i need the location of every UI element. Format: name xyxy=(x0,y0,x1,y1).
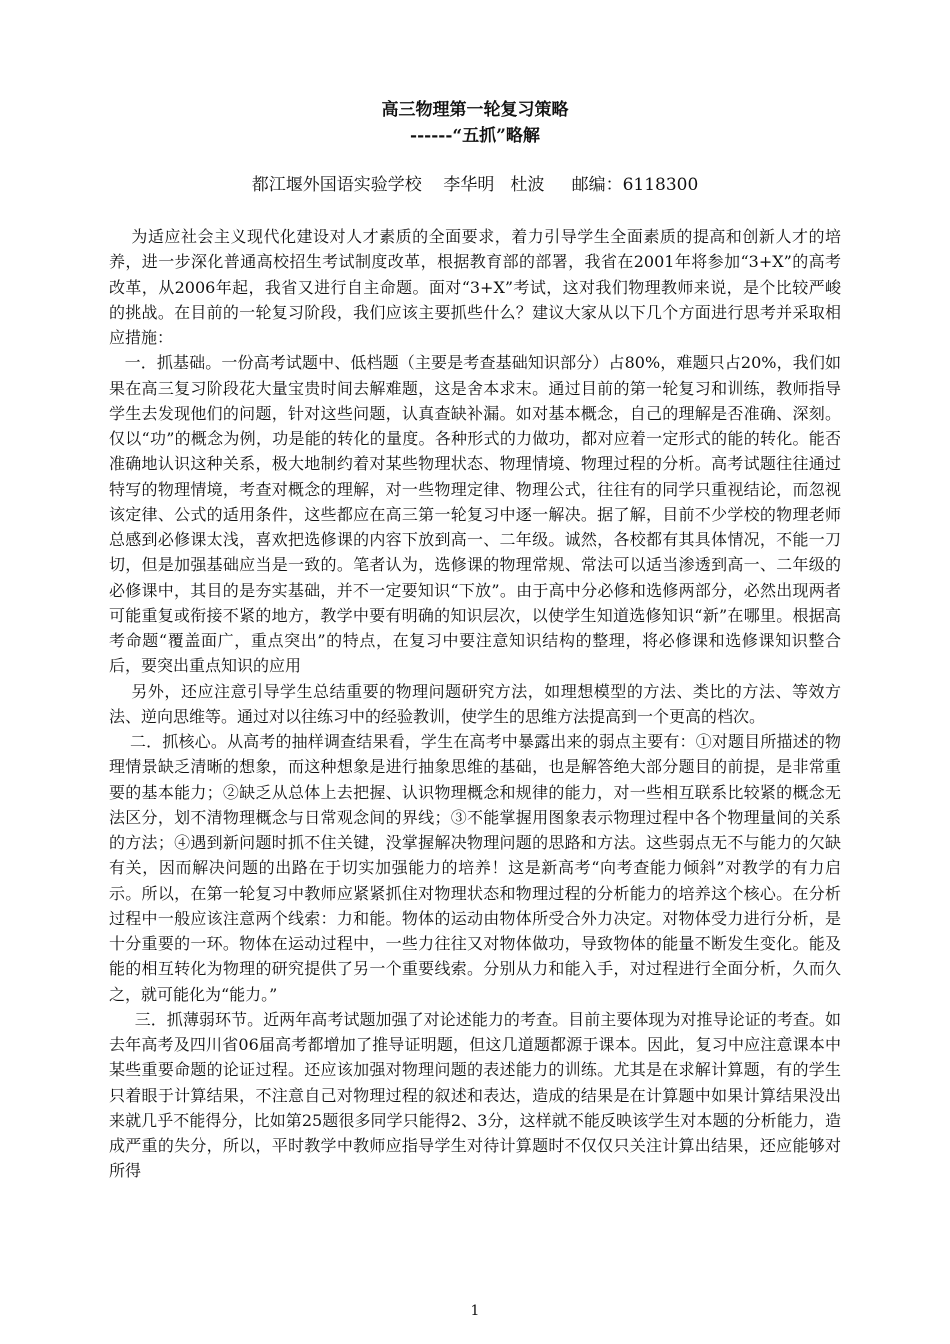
document-title: 高三物理第一轮复习策略 xyxy=(381,100,569,120)
paragraph-fundamentals: 一．抓基础。一份高考试题中、低档题（主要是考查基础知识部分）占80%，难题只占20%，我们如果在高三复习阶段花大量宝贵时间去解难题，这是舍本求末。通过目前的第一轮复习和训练，教师指导学生去发现他们的问题，针对这些问题，认真查缺补漏。如对基本概念，自己的理解是否准确、深刻。仅以“功”的概念为例，功是能的转化的量度。各种形式的力做功，都对应着一定形式的能的转化。能否准确地认识这种关系，极大地制约着对某些物理状态、物理情境、物理过程的分析。高考试题往往通过特写的物理情境，考查对概念的理解，对一些物理定律、物理公式，往往有的同学只重视结论，而忽视该定律、公式的适用条件，这些都应在高三第一轮复习中逐一解决。据了解，目前不少学校的物理老师总感到必修课太浅，喜欢把选修课的内容下放到高一、二年级。诚然，各校都有其具体情况，不能一刀切，但是加强基础应当是一致的。笔者认为，选修课的物理常规、常法可以适当渗透到高一、二年级的必修课中，其目的是夯实基础，并不一定要知识“下放”。由于高中分必修和选修两部分，必然出现两者可能重复或衔接不紧的地方，教学中要有明确的知识层次，以使学生知道选修知识“新”在哪里。根据高考命题“覆盖面广，重点突出”的特点，在复习中要注意知识结构的整理，将必修课和选修课知识整合后，要突出重点知识的应用 xyxy=(109,353,841,676)
paragraph-methods: 另外，还应注意引导学生总结重要的物理问题研究方法，如理想模型的方法、类比的方法、等效方法、逆向思维等。通过对以往练习中的经验教训，使学生的思维方法提高到一个更高的档次。 xyxy=(109,681,841,726)
document-subtitle: ------“五抓”略解 xyxy=(410,126,540,146)
paragraph-intro: 为适应社会主义现代化建设对人才素质的全面要求，着力引导学生全面素质的提高和创新人才的培养，进一步深化普通高校招生考试制度改革，根据教育部的部署，我省在2001年将参加“3+X”的高考改革，从2006年起，我省又进行自主命题。面对“3+X”考试，这对我们物理教师来说，是个比较严峻的挑战。在目前的一轮复习阶段，我们应该主要抓些什么？建议大家从以下几个方面进行思考并采取相应措施： xyxy=(109,227,841,347)
author-byline: 都江堰外国语实验学校 李华明 杜波 邮编：6118300 xyxy=(251,175,699,195)
page-number: 1 xyxy=(470,1303,480,1319)
paragraph-weak-links: 三．抓薄弱环节。近两年高考试题加强了对论述能力的考查。目前主要体现为对推导论证的考查。如去年高考及四川省06届高考都增加了推导证明题，但这几道题都源于课本。因此，复习中应注意课本中某些重要命题的论证过程。还应该加强对物理问题的表述能力的训练。尤其是在求解计算题，有的学生只着眼于计算结果，不注意自己对物理过程的叙述和表达，造成的结果是在计算题中如果计算结果没出来就几乎不能得分，比如第25题很多同学只能得2、3分，这样就不能反映该学生对本题的分析能力，造成严重的失分，所以，平时教学中教师应指导学生对待计算题时不仅仅只关注计算出结果，还应能够对所得 xyxy=(109,1009,841,1181)
document-body xyxy=(109,224,841,1184)
paragraph-core: 二．抓核心。从高考的抽样调查结果看，学生在高考中暴露出来的弱点主要有：①对题目所描述的物理情景缺乏清晰的想象，而这种想象是进行抽象思维的基础，也是解答绝大部分题目的前提，是非常重要的基本能力；②缺乏从总体上去把握、认识物理概念和规律的能力，对一些相互联系比较紧的概念无法区分，划不清物理概念与日常观念间的界线；③不能掌握用图象表示物理过程中各个物理量间的关系的方法；④遇到新问题时抓不住关键，没掌握解决物理问题的思路和方法。这些弱点无不与能力的欠缺有关，因而解决问题的出路在于切实加强能力的培养！这是新高考“向考查能力倾斜”对教学的有力启示。所以，在第一轮复习中教师应紧紧抓住对物理状态和物理过程的分析能力的培养这个核心。在分析过程中一般应该注意两个线索：力和能。物体的运动由物体所受合外力决定。对物体受力进行分析，是十分重要的一环。物体在运动过程中，一些力往往又对物体做功，导致物体的能量不断发生变化。能及能的相互转化为物理的研究提供了另一个重要线索。分别从力和能入手，对过程进行全面分析，久而久之，就可能化为“能力。” xyxy=(109,732,841,1004)
